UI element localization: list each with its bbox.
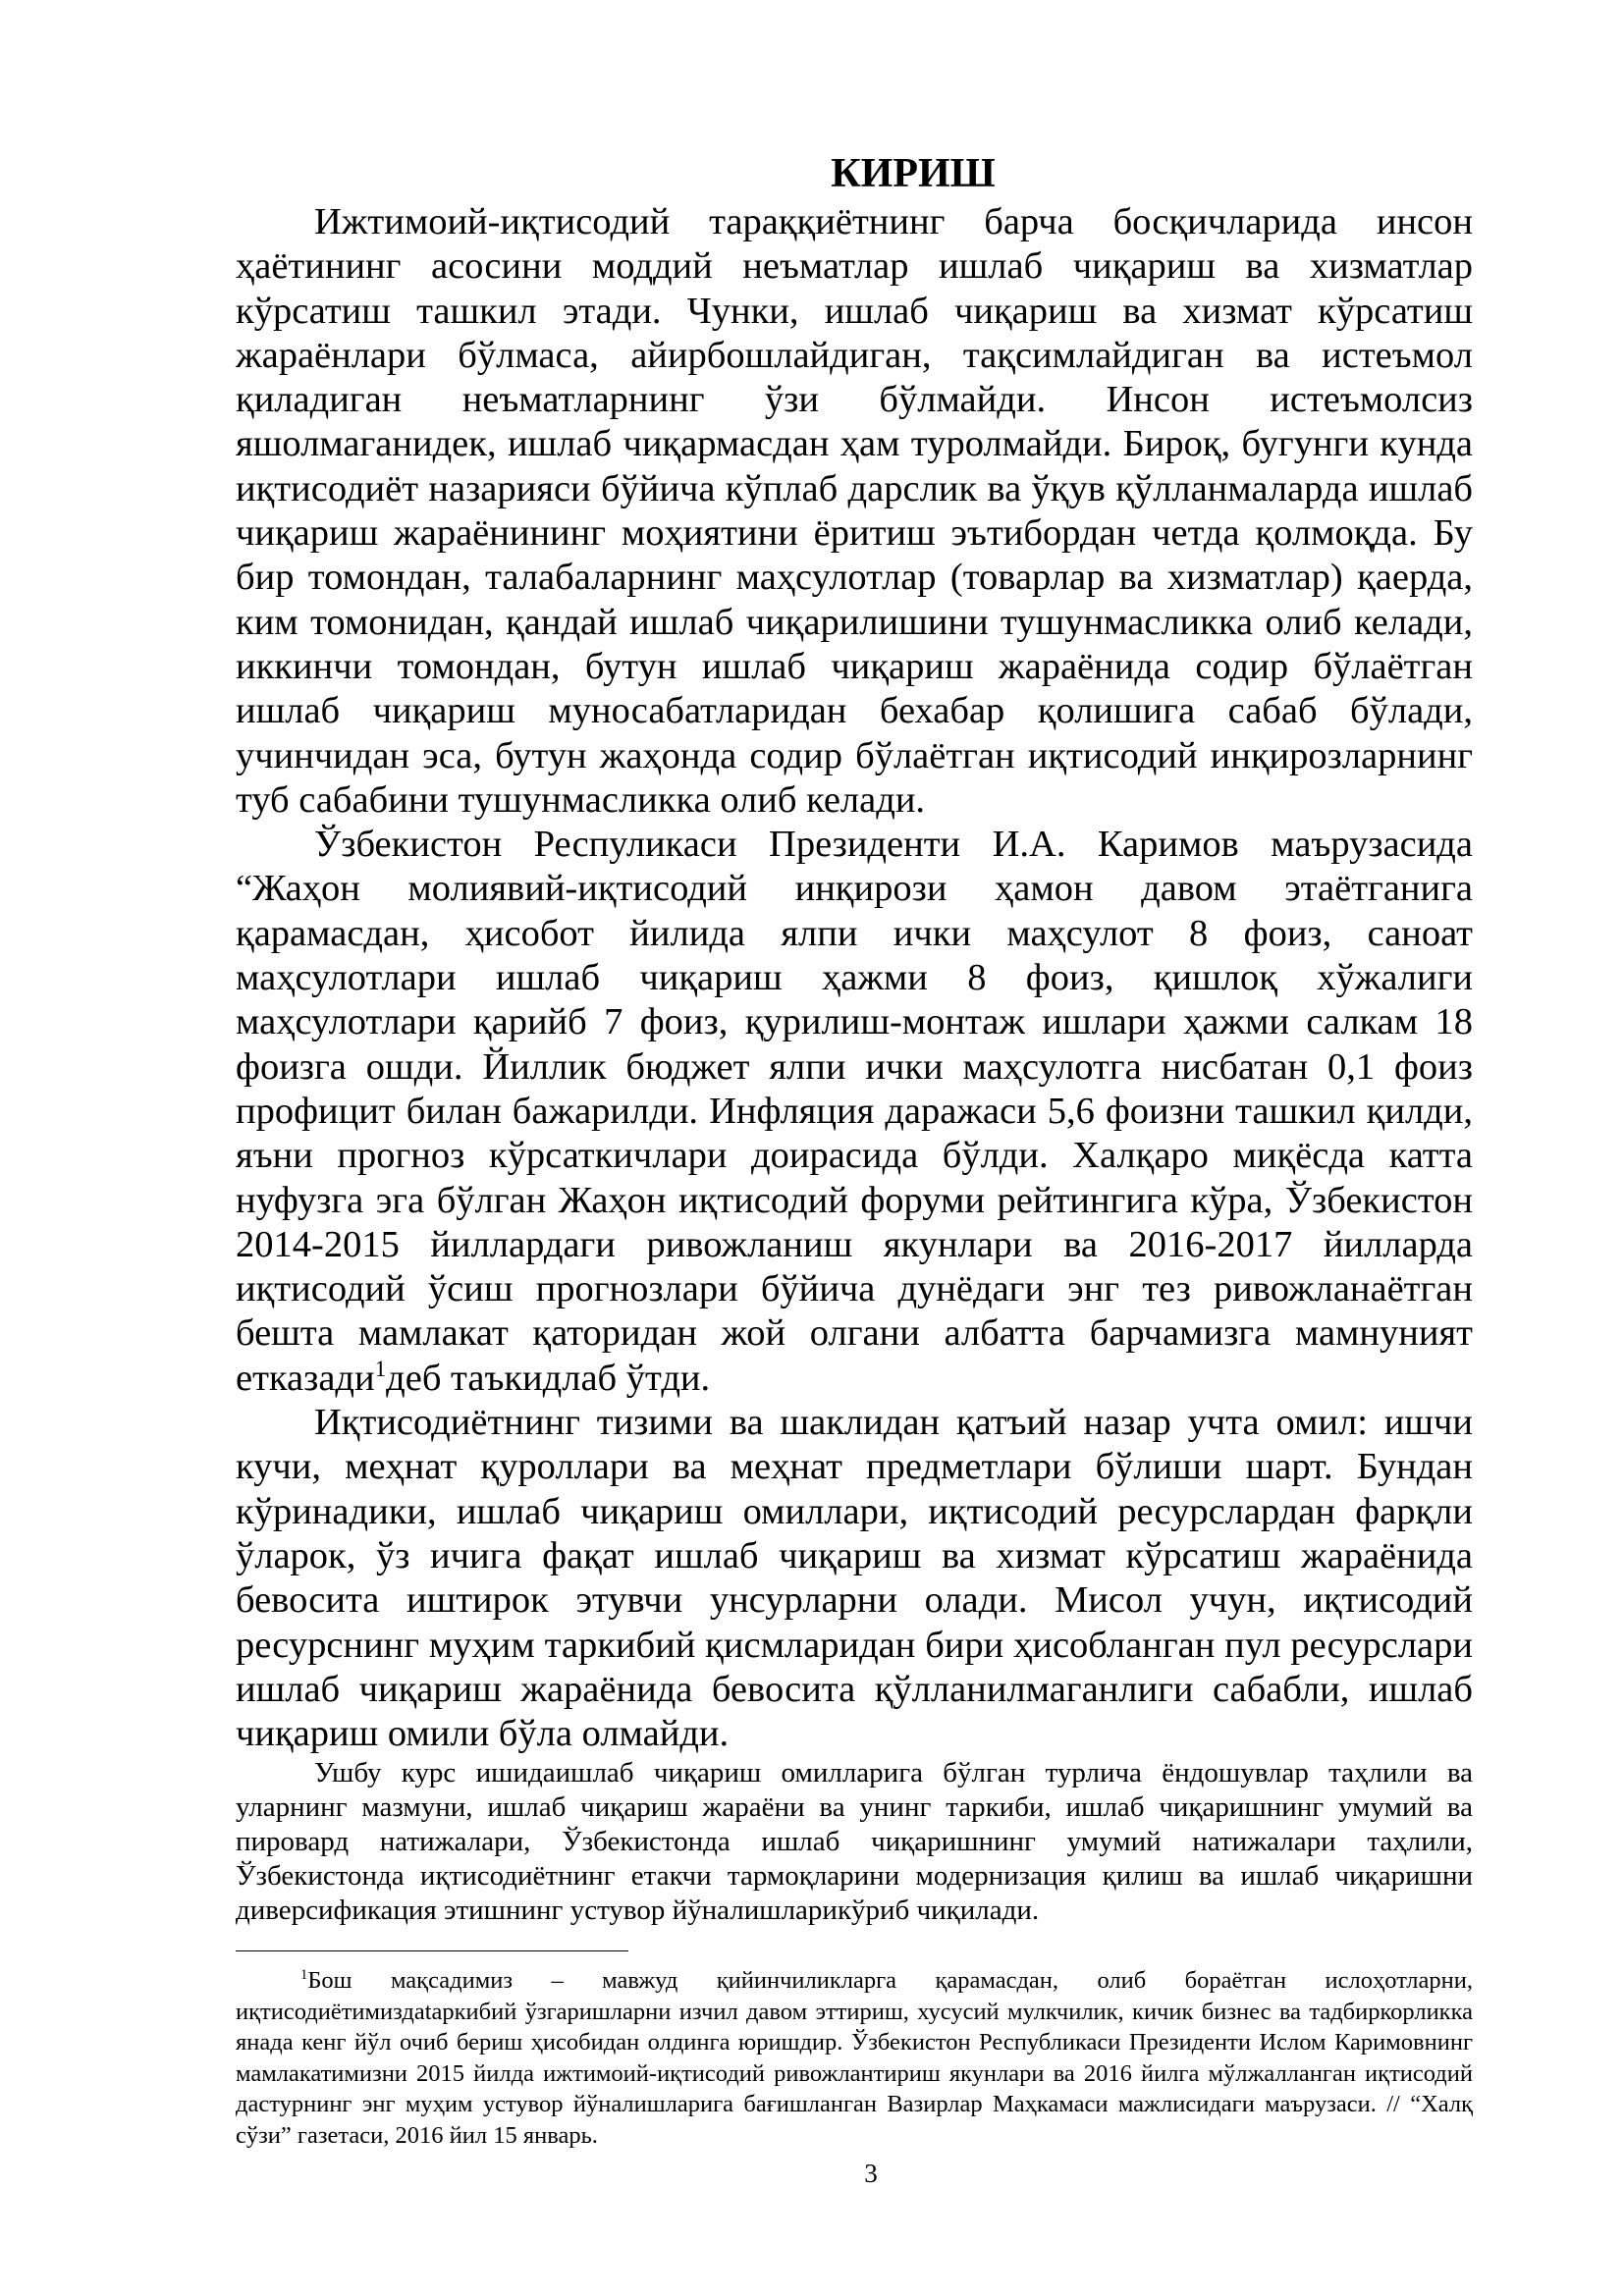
paragraph-president-quote	[236, 823, 1473, 1401]
page-number: 3	[864, 2159, 878, 2188]
paragraph-intro: Ижтимоий-иқтисодий тараққиётнинг барча босқичларида инсон ҳаётининг асосини моддий неъматлар ишлаб чиқариш ва хизматлар кўрсатиш ташкил этади. Чунки, ишлаб чиқариш ва хизмат кўрсатиш жараёнлари бўлмаса, айирбошлайдиган, тақсимлайдиган ва истеъмол қиладиган неъматларнинг ўзи бўлмайди. Инсон истеъмолсиз яшолмаганидек, ишлаб чиқармасдан ҳам туролмайди. Бироқ, бугунги кунда иқтисодиёт назарияси бўйича кўплаб дарслик ва ўқув қўлланмаларда ишлаб чиқариш жараёнининг моҳиятини ёритиш эътибордан четда қолмоқда. Бу бир томондан, талабаларнинг маҳсулотлар (товарлар ва хизматлар) қаерда, ким томонидан, қандай ишлаб чиқарилишини тушунмасликка олиб келади, иккинчи томондан, бутун ишлаб чиқариш жараёнида содир бўлаётган ишлаб чиқариш муносабатларидан бехабар қолишига сабаб бўлади, учинчидан эса, бутун жаҳонда содир бўлаётган иқтисодий инқирозларнинг туб сабабини тушунмасликка олиб келади.	[236, 201, 1473, 821]
paragraph-course-scope: Ушбу курс ишидаишлаб чиқариш омилларига бўлган турлича ёндошувлар таҳлили ва уларнинг мазмуни, ишлаб чиқариш жараёни ва унинг таркиби, ишлаб чиқаришнинг умумий ва пировард натижалари, Ўзбекистонда ишлаб чиқаришнинг умумий натижалари таҳлили, Ўзбекистонда иқтисодиётнинг етакчи тармоқларини модернизация қилиш ва ишлаб чиқаришни диверсификация этишнинг устувор йўналишларикўриб чиқилади.	[236, 1757, 1473, 1927]
paragraph-factors: Иқтисодиётнинг тизими ва шаклидан қатъий назар учта омил: ишчи кучи, меҳнат қуроллари ва меҳнат предметлари бўлиши шарт. Бундан кўринадики, ишлаб чиқариш омиллари, иқтисодий ресурслардан фарқли ўларок, ўз ичига фақат ишлаб чиқариш ва хизмат кўрсатиш жараёнида бевосита иштирок этувчи унсурларни олади. Мисол учун, иқтисодий ресурснинг муҳим таркибий қисмларидан бири ҳисобланган пул ресурслари ишлаб чиқариш жараёнида бевосита қўлланилмаганлиги сабабли, ишлаб чиқариш омили бўла олмайди.	[236, 1402, 1473, 1755]
paragraph-president-quote-tail: деб таъкидлаб ўтди.	[386, 1357, 711, 1399]
footnote-reference[interactable]: 1	[374, 1355, 387, 1381]
document-page	[236, 147, 1473, 1928]
footnote	[236, 1965, 1473, 2152]
footnote-marker: 1	[300, 1966, 308, 1983]
paragraph-president-quote-text: Ўзбекистон Респуликаси Президенти И.А. Каримов маърузасида “Жаҳон молиявий-иқтисодий инқирози ҳамон давом этаётганига қарамасдан, ҳисобот йилида ялпи ички маҳсулот 8 фоиз, саноат маҳсулотлари ишлаб чиқариш ҳажми 8 фоиз, қишлоқ хўжалиги маҳсулотлари қарийб 7 фоиз, қурилиш-монтаж ишлари ҳажми салкам 18 фоизга ошди. Йиллик бюджет ялпи ички маҳсулотга нисбатан 0,1 фоиз профицит билан бажарилди. Инфляция даражаси 5,6 фоизни ташкил қилди, яъни прогноз кўрсаткичлари доирасида бўлди. Халқаро миқёсда катта нуфузга эга бўлган Жаҳон иқтисодий форуми рейтингига кўра, Ўзбекистон 2014-2015 йиллардаги ривожланиш якунлари ва 2016-2017 йилларда иқтисодий ўсиш прогнозлари бўйича дунёдаги энг тез ривожланаётган бешта мамлакат қаторидан жой олгани албатта барчамизга мамнуният етказади	[236, 824, 1473, 1399]
document-title: КИРИШ	[831, 151, 996, 196]
footnote-separator	[236, 1950, 628, 1951]
footnote-text: Бош мақсадимиз – мавжуд қийинчиликларга қарамасдан, олиб бораётган ислоҳотларни, иқтисодиётимиздаtаркибий ўзгаришларни изчил давом эттириш, хусусий мулкчилик, кичик бизнес ва тадбиркорликка янада кенг йўл очиб бериш ҳисобидан олдинга юришдир. Ўзбекистон Республикаси Президенти Ислом Каримовнинг мамлакатимизни 2015 йилда ижтимоий-иқтисодий ривожлантириш якунлари ва 2016 йилга мўлжалланган иқтисодий дастурнинг энг муҳим устувор йўналишларига бағишланган Вазирлар Маҳкамаси мажлисидаги маърузаси. // “Халқ сўзи” газетаси, 2016 йил 15 январь.	[236, 1967, 1473, 2149]
